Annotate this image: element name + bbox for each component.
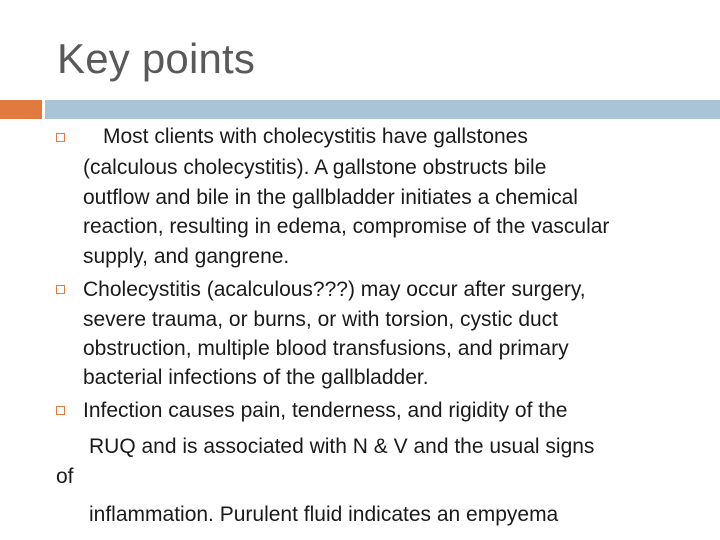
bullet-3-line-1: Infection causes pain, tenderness, and rigidity of the [83, 399, 568, 422]
bullet-icon [56, 406, 65, 415]
title-underline-bar [45, 100, 720, 119]
slide-title: Key points [57, 35, 256, 82]
bullet-1-line-3: outflow and bile in the gallbladder initiates a chemical [83, 186, 578, 209]
bullet-3-line-3: of [56, 465, 74, 488]
bullet-2-line-4: bacterial infections of the gallbladder. [83, 366, 429, 389]
bullet-2-line-3: obstruction, multiple blood transfusions, and primary [83, 337, 569, 360]
bullet-icon [56, 285, 65, 294]
bullet-1-line-4: reaction, resulting in edema, compromise of the vascular [83, 215, 610, 238]
title-underline-accent [0, 100, 42, 119]
bullet-2-line-1: Cholecystitis (acalculous???) may occur after surgery, [83, 278, 586, 301]
bullet-icon [56, 133, 65, 142]
bullet-1-line-5: supply, and gangrene. [83, 245, 290, 268]
bullet-1-line-1: Most clients with cholecystitis have gallstones [103, 125, 528, 148]
bullet-3-line-2: RUQ and is associated with N & V and the usual signs [89, 435, 595, 458]
bullet-1-line-2: (calculous cholecystitis). A gallstone obstructs bile [83, 156, 547, 179]
bullet-3-line-4: inflammation. Purulent fluid indicates an empyema [89, 503, 559, 526]
bullet-2-line-2: severe trauma, or burns, or with torsion, cystic duct [83, 308, 559, 331]
